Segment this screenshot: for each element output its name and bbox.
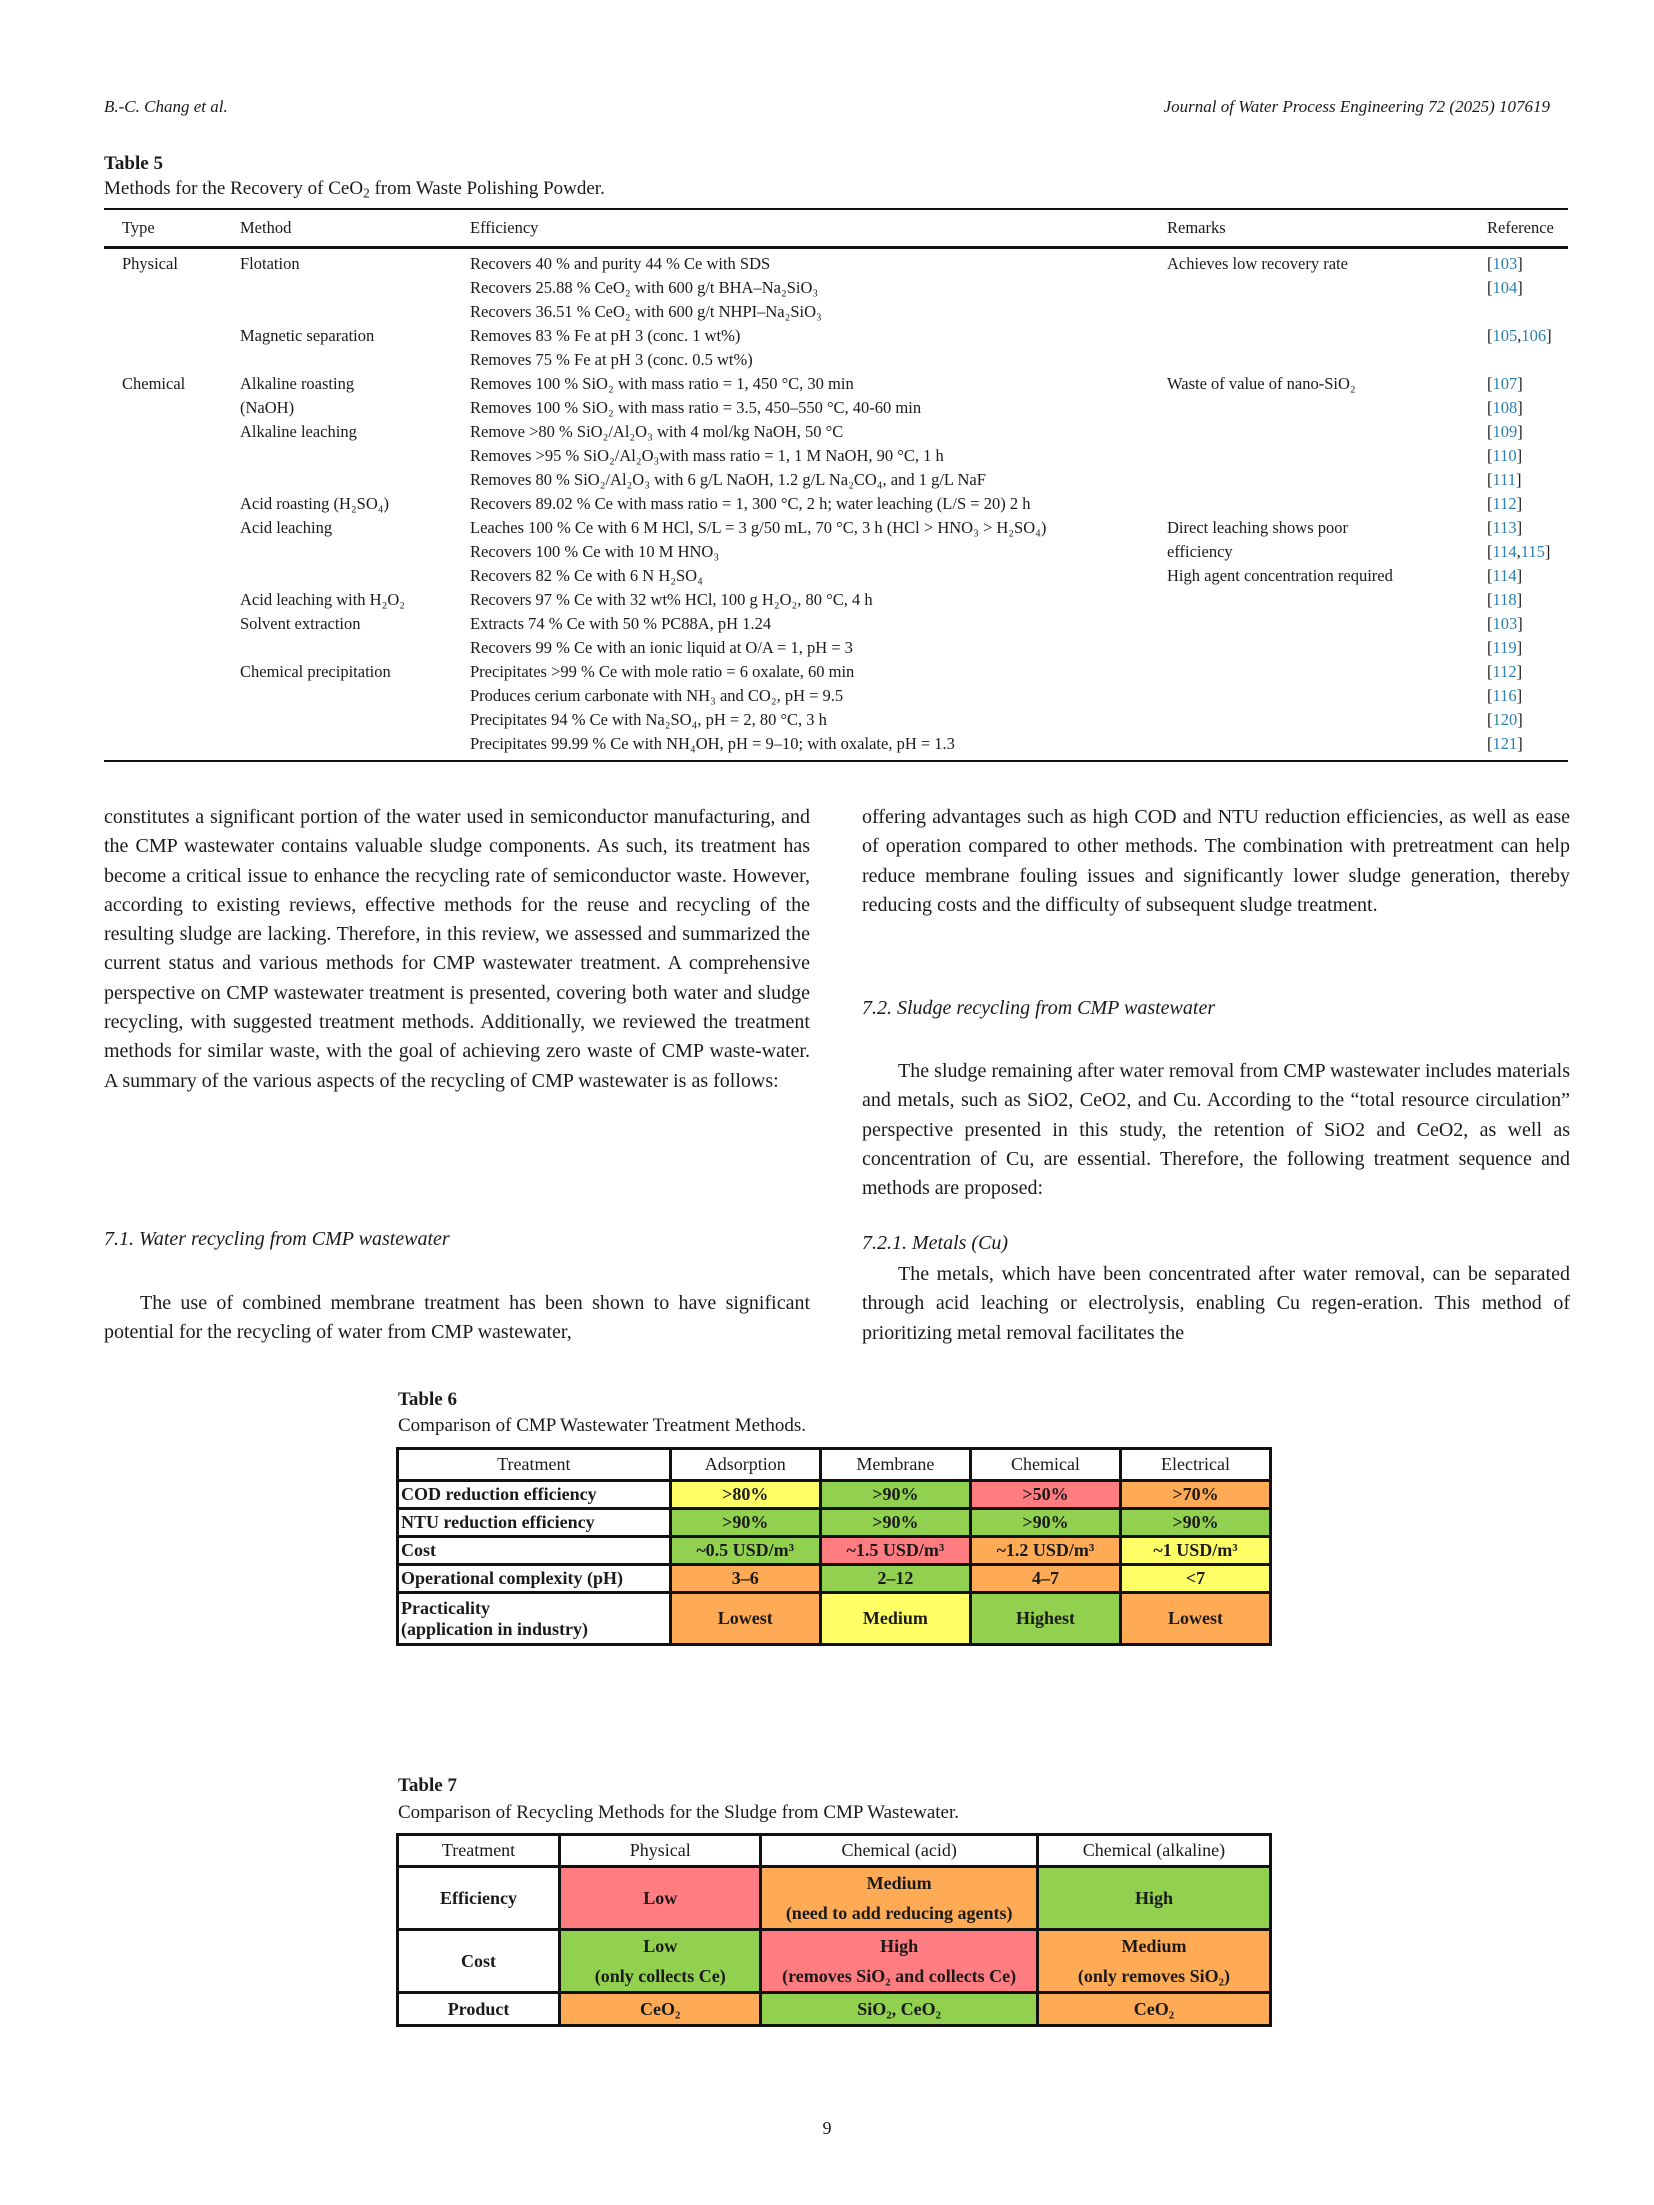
table5-cell-method: Acid leaching with H₂O₂	[240, 590, 406, 609]
table5-bottom-rule	[104, 760, 1568, 762]
section-7-2-heading: 7.2. Sludge recycling from CMP wastewater	[862, 997, 1216, 1019]
table5-row	[104, 516, 1568, 540]
table7-cell	[560, 1993, 761, 2026]
table6-row-label: COD reduction efficiency	[398, 1481, 671, 1509]
table5-cell-method	[240, 732, 470, 756]
table5-header-type: Type	[122, 218, 155, 237]
table6-row-label-line2: (application in industry)	[401, 1618, 589, 1639]
table5-cell-remarks	[1167, 636, 1487, 660]
bracket-open: [	[1487, 638, 1493, 657]
table5-cell-reference	[1487, 348, 1568, 372]
table6-row-label-line1: Practicality	[401, 1597, 490, 1618]
section-7-1-body	[104, 1289, 810, 1348]
table7-cell	[761, 1930, 1038, 1993]
citation-link[interactable]: 115	[1520, 542, 1545, 561]
table5-cell-method	[240, 468, 470, 492]
table6-cell: >90%	[670, 1509, 820, 1537]
bracket-open: [	[1487, 734, 1493, 753]
table7-cell-line: (removes SiO₂ and collects Ce)	[782, 1966, 1017, 1986]
table5-cell-reference	[1487, 708, 1568, 732]
table5-header-efficiency: Efficiency	[470, 218, 539, 237]
table5-header-row	[104, 210, 1568, 246]
table5-cell-type: Physical	[122, 254, 178, 273]
table5-cell-type	[104, 588, 240, 612]
citation-link[interactable]: 107	[1492, 374, 1518, 393]
bracket-close: ]	[1516, 446, 1523, 465]
table5-row	[104, 300, 1568, 324]
bracket-open: [	[1487, 422, 1493, 441]
citation-link[interactable]: 113	[1492, 518, 1517, 537]
table6-cell: <7	[1120, 1565, 1270, 1593]
citation-link[interactable]: 112	[1492, 662, 1517, 681]
table7-cell	[560, 1867, 761, 1930]
bracket-open: [	[1487, 710, 1493, 729]
table5-grid	[104, 210, 1568, 756]
table5-cell-type	[104, 324, 240, 348]
table5-row	[104, 732, 1568, 756]
table7-caption: Comparison of Recycling Methods for the Sludge from CMP Wastewater.	[398, 1802, 960, 1823]
table5-row	[104, 396, 1568, 420]
table5-cell-method	[240, 540, 470, 564]
bracket-open: [	[1487, 326, 1493, 345]
table5-body	[104, 246, 1568, 756]
table5-row	[104, 276, 1568, 300]
table6-label: Table 6	[398, 1389, 457, 1410]
table5-cell-reference	[1487, 444, 1568, 468]
table5-cell-efficiency: Recovers 97 % Ce with 32 wt% HCl, 100 g H₂O₂, 80 °C, 4 h	[470, 590, 873, 609]
table5-cell-method	[240, 564, 470, 588]
table5-cell-type	[104, 348, 240, 372]
table5-cell-remarks	[1167, 348, 1487, 372]
bracket-close: ]	[1517, 734, 1523, 753]
section-7-1-heading: 7.1. Water recycling from CMP wastewater	[104, 1228, 450, 1250]
table5-cell-reference	[1487, 420, 1568, 444]
table5-cell-remarks	[1167, 420, 1487, 444]
citation-link[interactable]: 114	[1492, 542, 1517, 561]
table5-cell-reference	[1487, 612, 1568, 636]
table6-header-treatment: Treatment	[398, 1449, 671, 1481]
table5-row	[104, 660, 1568, 684]
table7-header-chemical-acid: Chemical (acid)	[761, 1835, 1038, 1867]
table5-cell-type	[104, 564, 240, 588]
bracket-close: ]	[1516, 494, 1523, 513]
bracket-close: ]	[1516, 662, 1523, 681]
table5-cell-reference	[1487, 372, 1568, 396]
table5-row	[104, 444, 1568, 468]
bracket-open: [	[1487, 494, 1493, 513]
table7-cell-line: CeO₂	[640, 1999, 681, 2019]
table5-cell-remarks	[1167, 300, 1487, 324]
table5-cell-method	[240, 444, 470, 468]
citation-link[interactable]: 119	[1492, 638, 1517, 657]
table5-cell-reference	[1487, 492, 1568, 516]
table7-cell	[1037, 1993, 1270, 2026]
table7-row-label: Efficiency	[398, 1867, 560, 1930]
table5-cell-reference	[1487, 300, 1568, 324]
table5-cell-type	[104, 732, 240, 756]
table6-row	[398, 1593, 1271, 1645]
table5-cell-method	[240, 636, 470, 660]
table5-cell-method: Alkaline roasting	[240, 374, 355, 393]
table5-caption-sub: 2	[363, 185, 370, 201]
bracket-open: [	[1487, 446, 1493, 465]
table7-header-chemical-alkaline: Chemical (alkaline)	[1037, 1835, 1270, 1867]
table5-cell-type	[104, 468, 240, 492]
table7-cell	[761, 1867, 1038, 1930]
citation-link[interactable]: 103	[1492, 614, 1518, 633]
table5-row	[104, 492, 1568, 516]
table7-cell-line: SiO₂, CeO₂	[857, 1999, 942, 2019]
table5-cell-method	[240, 300, 470, 324]
table5-cell-efficiency: Removes 100 % SiO₂ with mass ratio = 1, 450 °C, 30 min	[470, 374, 854, 393]
table6-cell: Highest	[970, 1593, 1120, 1645]
table5-cell-remarks	[1167, 396, 1487, 420]
table6-cell: Lowest	[1120, 1593, 1270, 1645]
table5-cell-remarks: Achieves low recovery rate	[1167, 254, 1348, 273]
table5-row	[104, 588, 1568, 612]
table5-caption-post: from Waste Polishing Powder.	[369, 178, 605, 199]
table5-row	[104, 246, 1568, 276]
table5-cell-method: Solvent extraction	[240, 614, 361, 633]
running-head-authors: B.-C. Chang et al.	[104, 97, 228, 116]
table5-cell-efficiency: Leaches 100 % Ce with 6 M HCl, S/L = 3 g/50 mL, 70 °C, 3 h (HCl > HNO₃ > H₂SO₄)	[470, 518, 1047, 537]
citation-link[interactable]: 116	[1492, 686, 1517, 705]
bracket-close: ]	[1516, 470, 1522, 489]
table5-cell-type	[104, 540, 240, 564]
table5-cell-reference	[1487, 396, 1568, 420]
table5-cell-type	[104, 684, 240, 708]
table7-cell-line: Medium	[1121, 1936, 1187, 1956]
table7-cell-line: Medium	[866, 1873, 932, 1893]
section-7-1-paragraph: The use of combined membrane treatment has been shown to have significant potential for the recycling of water from CMP wastewater,	[104, 1292, 810, 1344]
table5-cell-efficiency: Removes 80 % SiO₂/Al₂O₃ with 6 g/L NaOH, 1.2 g/L Na₂CO₄, and 1 g/L NaF	[470, 470, 986, 489]
table5-header-reference: Reference	[1487, 218, 1554, 237]
table5-cell-reference	[1487, 540, 1568, 564]
table5-row	[104, 564, 1568, 588]
table5	[104, 208, 1568, 762]
table7-row	[398, 1867, 1271, 1930]
table5-cell-method: Chemical precipitation	[240, 662, 391, 681]
table7-cell	[560, 1930, 761, 1993]
bracket-open: [	[1487, 398, 1493, 417]
table6-row-label: NTU reduction efficiency	[398, 1509, 671, 1537]
table5-cell-remarks	[1167, 684, 1487, 708]
bracket-open: [	[1487, 686, 1493, 705]
table7-cell-line: (only collects Ce)	[594, 1966, 726, 1986]
table6-row	[398, 1537, 1271, 1565]
section-7-2-1-paragraph: The metals, which have been concentrated after water removal, can be separated through acid leaching or electrolysis, enabling Cu regen-eration. This method of prioritizing metal removal facilitates the	[862, 1263, 1570, 1344]
bracket-open: [	[1487, 470, 1493, 489]
table5-cell-efficiency: Precipitates >99 % Ce with mole ratio = 6 oxalate, 60 min	[470, 662, 855, 681]
table5-cell-efficiency: Precipitates 99.99 % Ce with NH₄OH, pH = 9–10; with oxalate, pH = 1.3	[470, 734, 955, 753]
table5-cell-method: Acid leaching	[240, 518, 333, 537]
table5-cell-remarks	[1167, 732, 1487, 756]
table5-cell-efficiency: Recovers 36.51 % CeO₂ with 600 g/t NHPI–Na₂SiO₃	[470, 302, 822, 321]
table7-cell-line: CeO₂	[1133, 1999, 1175, 2019]
table6-row	[398, 1565, 1271, 1593]
table5-cell-method: Magnetic separation	[240, 326, 375, 345]
table6-row-label: Cost	[398, 1537, 671, 1565]
section-7-2-paragraph: The sludge remaining after water removal from CMP wastewater includes materials and metals, such as SiO2, CeO2, and Cu. According to the “total resource circulation” perspective presented in this study, the retention of SiO2 and CeO2, as well as concentration of Cu, are essential. Therefore, the following treatment sequence and methods are proposed:	[862, 1060, 1570, 1200]
table7-cell	[761, 1993, 1038, 2026]
table6-caption: Comparison of CMP Wastewater Treatment Methods.	[398, 1415, 806, 1436]
table5-cell-remarks	[1167, 588, 1487, 612]
table6-cell: 2–12	[820, 1565, 970, 1593]
table7-header-row	[398, 1835, 1271, 1867]
table5-cell-efficiency: Recovers 99 % Ce with an ionic liquid at O/A = 1, pH = 3	[470, 638, 853, 657]
table7-cell	[1037, 1867, 1270, 1930]
table5-row	[104, 708, 1568, 732]
section-7-2-1-body	[862, 1260, 1570, 1348]
bracket-close: ]	[1517, 254, 1523, 273]
section-7-2-1-heading: 7.2.1. Metals (Cu)	[862, 1232, 1009, 1254]
citation-link[interactable]: 103	[1492, 254, 1518, 273]
table5-cell-reference	[1487, 564, 1568, 588]
table6-cell: >70%	[1120, 1481, 1270, 1509]
table7-row	[398, 1930, 1271, 1993]
table5-cell-type	[104, 612, 240, 636]
citation-separator: ,	[1516, 542, 1521, 561]
citation-link[interactable]: 112	[1492, 494, 1517, 513]
bracket-open: [	[1487, 662, 1493, 681]
table5-cell-reference	[1487, 246, 1568, 276]
table6-cell: >80%	[670, 1481, 820, 1509]
citation-link[interactable]: 109	[1492, 422, 1518, 441]
table7-header-treatment: Treatment	[398, 1835, 560, 1867]
table5-row	[104, 324, 1568, 348]
table6-header-electrical: Electrical	[1120, 1449, 1270, 1481]
bracket-close: ]	[1516, 686, 1523, 705]
table6-cell: >50%	[970, 1481, 1120, 1509]
bracket-open: [	[1487, 542, 1493, 561]
bracket-open: [	[1487, 518, 1493, 537]
table5-cell-reference	[1487, 684, 1568, 708]
table5-cell-type: Chemical	[122, 374, 186, 393]
right-paragraph-1: offering advantages such as high COD and NTU reduction efficiencies, as well as ease of operation compared to other methods. The combination with pretreatment can help reduce membrane fouling issues and significantly lower sludge generation, thereby reducing costs and the difficulty of subsequent sludge treatment.	[862, 806, 1570, 916]
table5-cell-remarks: efficiency	[1167, 542, 1233, 561]
table6-row-label: Operational complexity (pH)	[398, 1565, 671, 1593]
table5-row	[104, 540, 1568, 564]
citation-link[interactable]: 106	[1521, 326, 1547, 345]
table5-cell-type	[104, 708, 240, 732]
table5-cell-method: Alkaline leaching	[240, 422, 357, 441]
table5-cell-reference	[1487, 516, 1568, 540]
bracket-close: ]	[1517, 614, 1523, 633]
table5-cell-reference	[1487, 588, 1568, 612]
table6-header-membrane: Membrane	[820, 1449, 970, 1481]
bracket-open: [	[1487, 590, 1493, 609]
table5-row	[104, 468, 1568, 492]
left-column	[104, 803, 810, 1096]
bracket-close: ]	[1516, 518, 1523, 537]
bracket-open: [	[1487, 614, 1493, 633]
bracket-close: ]	[1517, 710, 1523, 729]
table5-label: Table 5	[104, 153, 163, 174]
table5-cell-type	[104, 444, 240, 468]
table6-cell: ~1.2 USD/m³	[970, 1537, 1120, 1565]
citation-link[interactable]: 108	[1492, 398, 1518, 417]
table5-row	[104, 372, 1568, 396]
table5-row	[104, 420, 1568, 444]
table6-header-row	[398, 1449, 1271, 1481]
table5-cell-remarks: Direct leaching shows poor	[1167, 518, 1348, 537]
citation-link[interactable]: 118	[1492, 590, 1517, 609]
table7-cell-line: (need to add reducing agents)	[785, 1903, 1013, 1923]
table5-caption-pre: Methods for the Recovery of CeO	[104, 178, 364, 199]
bracket-close: ]	[1544, 542, 1551, 561]
table6-header-adsorption: Adsorption	[670, 1449, 820, 1481]
table5-cell-type	[104, 420, 240, 444]
table6-cell: >90%	[820, 1509, 970, 1537]
table6-header-chemical: Chemical	[970, 1449, 1120, 1481]
table5-cell-remarks	[1167, 708, 1487, 732]
table5-cell-efficiency: Recovers 89.02 % Ce with mass ratio = 1, 300 °C, 2 h; water leaching (L/S = 20) 2 h	[470, 494, 1031, 513]
table5-cell-method: Flotation	[240, 254, 300, 273]
table5-cell-efficiency: Removes 100 % SiO₂ with mass ratio = 3.5, 450–550 °C, 40-60 min	[470, 398, 922, 417]
table7-row-label: Cost	[398, 1930, 560, 1993]
table5-caption	[104, 178, 605, 200]
table5-row	[104, 348, 1568, 372]
table5-cell-efficiency: Produces cerium carbonate with NH₃ and CO₂, pH = 9.5	[470, 686, 844, 705]
table5-cell-remarks	[1167, 324, 1487, 348]
bracket-open: [	[1487, 254, 1493, 273]
table5-cell-reference	[1487, 276, 1568, 300]
table5-cell-efficiency: Recovers 100 % Ce with 10 M HNO₃	[470, 542, 720, 561]
table5-row	[104, 636, 1568, 660]
citation-link[interactable]: 121	[1492, 734, 1518, 753]
table5-cell-type	[104, 516, 240, 540]
table5-cell-method: Acid roasting (H₂SO₄)	[240, 494, 389, 513]
table5-cell-type	[104, 396, 240, 420]
table5-cell-type	[104, 276, 240, 300]
running-head-journal: Journal of Water Process Engineering 72 (2025) 107619	[1163, 97, 1550, 116]
table5-cell-remarks: High agent concentration required	[1167, 566, 1393, 585]
bracket-close: ]	[1516, 590, 1523, 609]
bracket-close: ]	[1517, 422, 1523, 441]
table5-cell-reference	[1487, 660, 1568, 684]
table5-cell-efficiency: Remove >80 % SiO₂/Al₂O₃ with 4 mol/kg NaOH, 50 °C	[470, 422, 844, 441]
bracket-close: ]	[1517, 278, 1523, 297]
table5-cell-efficiency: Removes 75 % Fe at pH 3 (conc. 0.5 wt%)	[470, 350, 753, 369]
table7-header-physical: Physical	[560, 1835, 761, 1867]
citation-link[interactable]: 110	[1492, 446, 1517, 465]
table5-cell-remarks	[1167, 612, 1487, 636]
table7-cell-line: Low	[643, 1888, 678, 1908]
table6-row	[398, 1509, 1271, 1537]
left-paragraph-1: constitutes a significant portion of the water used in semiconductor manufacturing, and the CMP wastewater contains valuable sludge components. As such, its treatment has become a critical issue to enhance the recycling rate of semiconductor waste. However, according to existing reviews, effective methods for the reuse and recycling of the resulting sludge are lacking. Therefore, in this review, we assessed and summarized the current status and various methods for CMP wastewater treatment. A comprehensive perspective on CMP wastewater treatment is presented, covering both water and sludge recycling, with suggested treatment methods. Additionally, we reviewed the treatment methods for similar waste, with the goal of achieving zero waste of CMP waste-water. A summary of the various aspects of the recycling of CMP wastewater is as follows:	[104, 806, 810, 1092]
table7-cell-line: Low	[643, 1936, 678, 1956]
table6-cell: ~0.5 USD/m³	[670, 1537, 820, 1565]
bracket-open: [	[1487, 374, 1493, 393]
table7-row	[398, 1993, 1271, 2026]
table6-cell: >90%	[970, 1509, 1120, 1537]
table7-cell-line: High	[880, 1936, 919, 1956]
citation-link[interactable]: 105	[1492, 326, 1518, 345]
table5-cell-method	[240, 708, 470, 732]
section-7-2-body	[862, 1057, 1570, 1203]
table6-cell: >90%	[820, 1481, 970, 1509]
table5-cell-remarks	[1167, 660, 1487, 684]
table5-header-remarks: Remarks	[1167, 218, 1226, 237]
citation-separator: ,	[1517, 326, 1522, 345]
table6-cell: >90%	[1120, 1509, 1270, 1537]
table7-cell-line: (only removes SiO₂)	[1077, 1966, 1230, 1986]
table5-cell-method	[240, 684, 470, 708]
table6-cell: Lowest	[670, 1593, 820, 1645]
table5-cell-remarks	[1167, 444, 1487, 468]
table6-cell: ~1.5 USD/m³	[820, 1537, 970, 1565]
table5-cell-method	[240, 348, 470, 372]
table5-cell-remarks	[1167, 492, 1487, 516]
table5-cell-type	[104, 660, 240, 684]
table6-row	[398, 1481, 1271, 1509]
bracket-close: ]	[1516, 566, 1523, 585]
page-number: 9	[822, 2118, 832, 2138]
table5-cell-efficiency: Precipitates 94 % Ce with Na₂SO₄, pH = 2, 80 °C, 3 h	[470, 710, 827, 729]
table5-cell-method: (NaOH)	[240, 398, 295, 417]
table7-cell	[1037, 1930, 1270, 1993]
citation-link[interactable]: 114	[1492, 566, 1517, 585]
table5-cell-efficiency: Recovers 82 % Ce with 6 N H₂SO₄	[470, 566, 703, 585]
table5-cell-remarks: Waste of value of nano-SiO₂	[1167, 374, 1356, 393]
table5-cell-type	[104, 492, 240, 516]
bracket-open: [	[1487, 278, 1493, 297]
table6	[396, 1447, 1272, 1646]
table5-row	[104, 684, 1568, 708]
table5-cell-reference	[1487, 324, 1568, 348]
table6-cell: ~1 USD/m³	[1120, 1537, 1270, 1565]
table5-cell-efficiency: Removes 83 % Fe at pH 3 (conc. 1 wt%)	[470, 326, 741, 345]
bracket-close: ]	[1517, 374, 1523, 393]
table6-cell: Medium	[820, 1593, 970, 1645]
table6-cell: 4–7	[970, 1565, 1120, 1593]
bracket-close: ]	[1516, 638, 1523, 657]
right-column	[862, 803, 1570, 920]
table5-cell-method	[240, 276, 470, 300]
table5-header-rule	[104, 246, 1568, 249]
table5-row	[104, 612, 1568, 636]
bracket-open: [	[1487, 566, 1493, 585]
bracket-close: ]	[1517, 398, 1523, 417]
table5-cell-efficiency: Removes >95 % SiO₂/Al₂O₃with mass ratio = 1, 1 M NaOH, 90 °C, 1 h	[470, 446, 944, 465]
table7	[396, 1833, 1272, 2027]
table5-header-method: Method	[240, 218, 292, 237]
table5-cell-reference	[1487, 636, 1568, 660]
table5-cell-efficiency: Extracts 74 % Ce with 50 % PC88A, pH 1.24	[470, 614, 772, 633]
table5-cell-efficiency: Recovers 40 % and purity 44 % Ce with SDS	[470, 254, 771, 273]
citation-link[interactable]: 111	[1492, 470, 1517, 489]
table7-row-label: Product	[398, 1993, 560, 2026]
citation-link[interactable]: 120	[1492, 710, 1518, 729]
table5-cell-reference	[1487, 732, 1568, 756]
table7-label: Table 7	[398, 1775, 457, 1796]
table7-cell-line: High	[1134, 1888, 1173, 1908]
table5-cell-type	[104, 300, 240, 324]
table5-cell-efficiency: Recovers 25.88 % CeO₂ with 600 g/t BHA–Na₂SiO₃	[470, 278, 819, 297]
bracket-close: ]	[1546, 326, 1552, 345]
table5-cell-type	[104, 636, 240, 660]
table6-cell: 3–6	[670, 1565, 820, 1593]
table5-cell-remarks	[1167, 276, 1487, 300]
table5-cell-reference	[1487, 468, 1568, 492]
citation-link[interactable]: 104	[1492, 278, 1518, 297]
table5-cell-remarks	[1167, 468, 1487, 492]
table6-row-label	[398, 1593, 671, 1645]
